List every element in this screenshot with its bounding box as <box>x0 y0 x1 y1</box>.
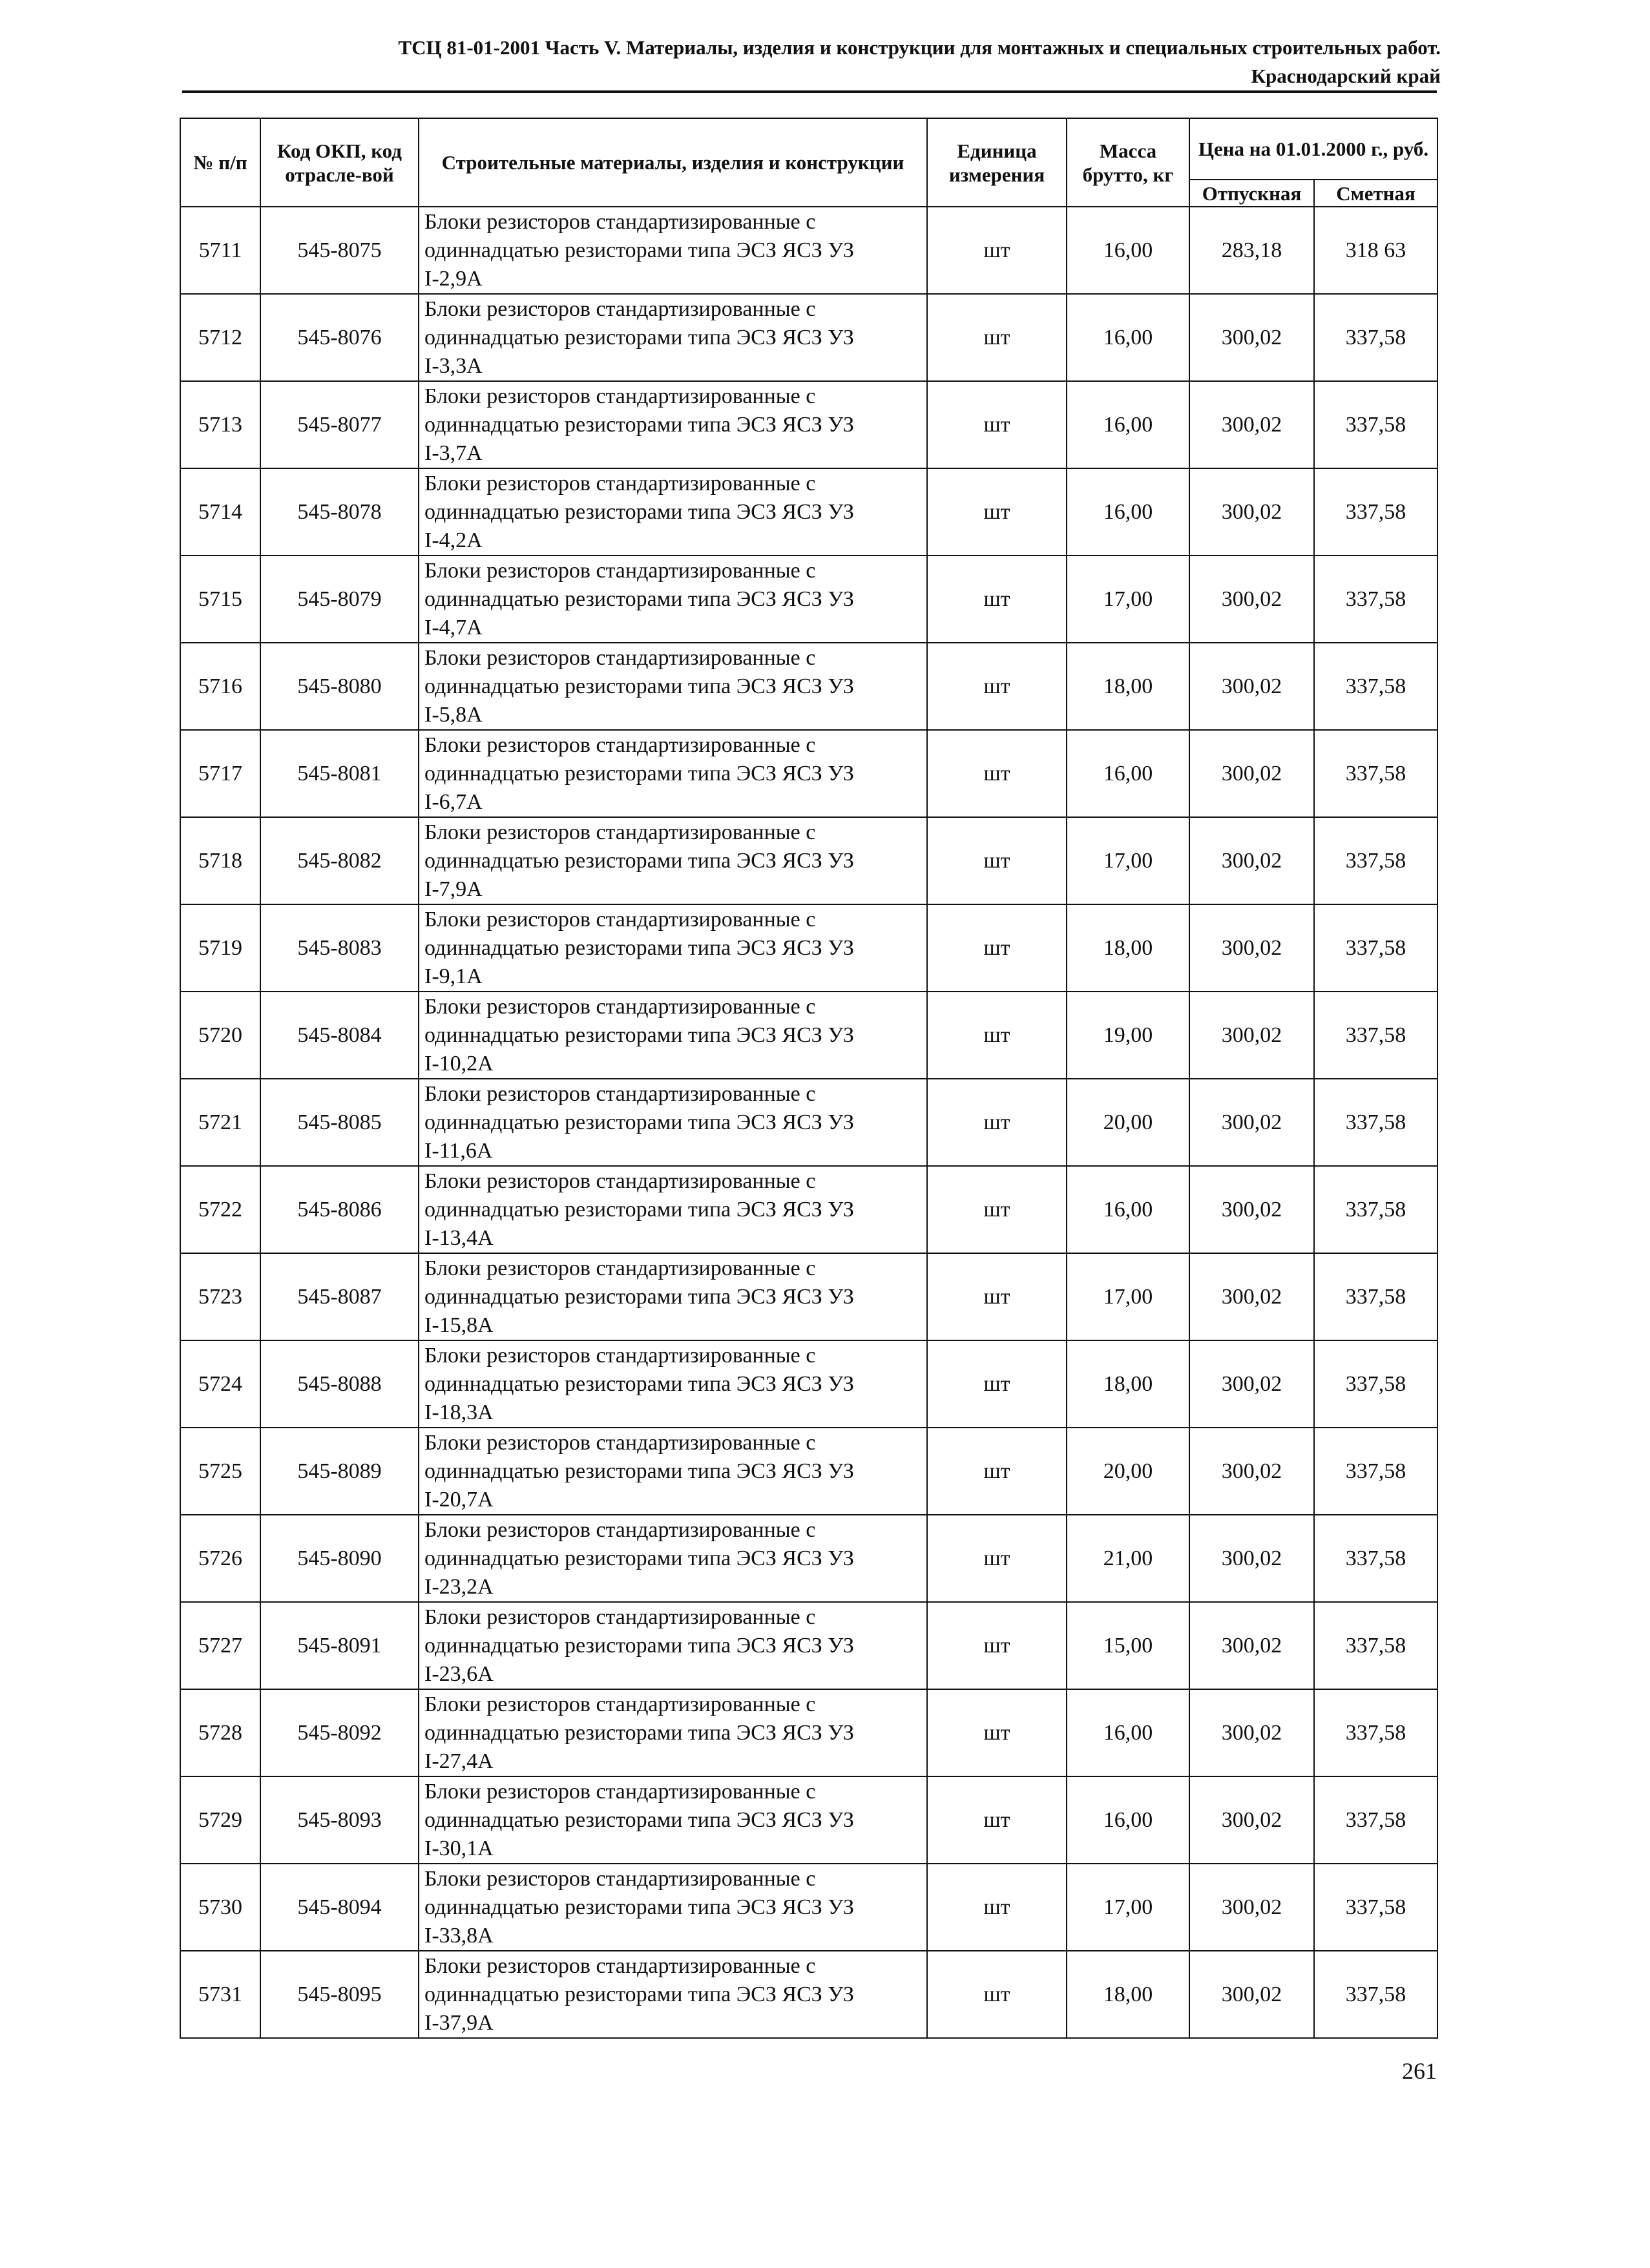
cell-num: 5719 <box>180 904 260 992</box>
cell-release-price: 300,02 <box>1189 1951 1314 2038</box>
cell-name-line: Блоки резисторов стандартизированные с <box>424 645 816 670</box>
cell-num: 5724 <box>180 1340 260 1428</box>
cell-release-price: 300,02 <box>1189 1864 1314 1951</box>
cell-unit: шт <box>927 1166 1067 1253</box>
cell-release-price: 300,02 <box>1189 643 1314 730</box>
cell-estimate-price: 337,58 <box>1314 1864 1437 1951</box>
cell-name-line: I-2,9А <box>424 266 483 291</box>
cell-name-line: I-23,2А <box>424 1574 494 1599</box>
cell-name-line: одиннадцатью резисторами типа ЭСЗ ЯСЗ УЗ <box>424 848 854 873</box>
cell-name-line: одиннадцатью резисторами типа ЭСЗ ЯСЗ УЗ <box>424 1633 854 1658</box>
cell-name <box>419 1776 927 1864</box>
cell-estimate-price: 337,58 <box>1314 817 1437 904</box>
cell-mass: 17,00 <box>1067 817 1189 904</box>
cell-estimate-price: 337,58 <box>1314 904 1437 992</box>
cell-unit: шт <box>927 1951 1067 2038</box>
cell-name-line: одиннадцатью резисторами типа ЭСЗ ЯСЗ УЗ <box>424 761 854 785</box>
price-table <box>180 118 1438 2039</box>
col-header-release-price: Отпускная <box>1189 180 1314 207</box>
table-row <box>180 1166 1437 1253</box>
table-row <box>180 904 1437 992</box>
cell-code: 545-8087 <box>260 1253 419 1340</box>
cell-name <box>419 1951 927 2038</box>
cell-name-line: Блоки резисторов стандартизированные с <box>424 1866 816 1891</box>
cell-name-line: I-23,6А <box>424 1661 494 1686</box>
cell-unit: шт <box>927 992 1067 1079</box>
cell-name-line: одиннадцатью резисторами типа ЭСЗ ЯСЗ УЗ <box>424 499 854 524</box>
col-header-mass: Масса брутто, кг <box>1067 118 1189 207</box>
cell-estimate-price: 337,58 <box>1314 556 1437 643</box>
cell-code: 545-8076 <box>260 294 419 381</box>
cell-release-price: 300,02 <box>1189 1776 1314 1864</box>
cell-name <box>419 1253 927 1340</box>
table-row <box>180 1079 1437 1166</box>
cell-name <box>419 817 927 904</box>
cell-name-line: I-20,7А <box>424 1487 494 1512</box>
cell-estimate-price: 337,58 <box>1314 1951 1437 2038</box>
cell-name-line: одиннадцатью резисторами типа ЭСЗ ЯСЗ УЗ <box>424 1895 854 1919</box>
table-row <box>180 1864 1437 1951</box>
cell-code: 545-8090 <box>260 1515 419 1602</box>
table-row <box>180 1951 1437 2038</box>
cell-name-line: I-9,1А <box>424 964 483 988</box>
cell-code: 545-8079 <box>260 556 419 643</box>
cell-name-line: I-11,6А <box>424 1138 493 1163</box>
cell-estimate-price: 337,58 <box>1314 1602 1437 1689</box>
cell-num: 5723 <box>180 1253 260 1340</box>
cell-mass: 17,00 <box>1067 1864 1189 1951</box>
cell-name-line: одиннадцатью резисторами типа ЭСЗ ЯСЗ УЗ <box>424 1284 854 1309</box>
cell-mass: 16,00 <box>1067 1166 1189 1253</box>
cell-num: 5721 <box>180 1079 260 1166</box>
cell-num: 5725 <box>180 1428 260 1515</box>
cell-code: 545-8093 <box>260 1776 419 1864</box>
table-body <box>180 207 1437 2038</box>
cell-estimate-price: 337,58 <box>1314 1776 1437 1864</box>
cell-code: 545-8084 <box>260 992 419 1079</box>
cell-release-price: 300,02 <box>1189 1166 1314 1253</box>
cell-name-line: Блоки резисторов стандартизированные с <box>424 1605 816 1629</box>
cell-mass: 17,00 <box>1067 556 1189 643</box>
cell-release-price: 300,02 <box>1189 730 1314 817</box>
table-row <box>180 294 1437 381</box>
header-rule <box>182 90 1437 93</box>
cell-unit: шт <box>927 1602 1067 1689</box>
cell-num: 5711 <box>180 207 260 294</box>
cell-code: 545-8094 <box>260 1864 419 1951</box>
cell-name-line: Блоки резисторов стандартизированные с <box>424 1256 816 1280</box>
cell-name-line: I-15,8А <box>424 1313 494 1337</box>
cell-unit: шт <box>927 817 1067 904</box>
cell-num: 5713 <box>180 381 260 468</box>
cell-unit: шт <box>927 294 1067 381</box>
cell-code: 545-8089 <box>260 1428 419 1515</box>
cell-code: 545-8082 <box>260 817 419 904</box>
table-row <box>180 817 1437 904</box>
cell-estimate-price: 337,58 <box>1314 643 1437 730</box>
cell-release-price: 300,02 <box>1189 904 1314 992</box>
cell-num: 5722 <box>180 1166 260 1253</box>
cell-num: 5714 <box>180 468 260 556</box>
cell-unit: шт <box>927 1776 1067 1864</box>
cell-mass: 15,00 <box>1067 1602 1189 1689</box>
cell-release-price: 300,02 <box>1189 1253 1314 1340</box>
cell-num: 5716 <box>180 643 260 730</box>
col-header-unit: Единица измерения <box>927 118 1067 207</box>
cell-unit: шт <box>927 381 1067 468</box>
cell-name-line: I-18,3А <box>424 1400 494 1424</box>
cell-code: 545-8088 <box>260 1340 419 1428</box>
cell-code: 545-8080 <box>260 643 419 730</box>
cell-mass: 20,00 <box>1067 1079 1189 1166</box>
cell-mass: 18,00 <box>1067 1340 1189 1428</box>
cell-unit: шт <box>927 1515 1067 1602</box>
cell-name <box>419 992 927 1079</box>
col-header-name: Строительные материалы, изделия и конструкции <box>419 118 927 207</box>
cell-name-line: I-27,4А <box>424 1749 494 1773</box>
cell-name <box>419 556 927 643</box>
table-row <box>180 556 1437 643</box>
cell-name-line: I-33,8А <box>424 1923 494 1948</box>
cell-estimate-price: 337,58 <box>1314 1340 1437 1428</box>
col-header-price: Цена на 01.01.2000 г., руб. <box>1189 118 1437 180</box>
cell-name-line: Блоки резисторов стандартизированные с <box>424 1953 816 1978</box>
cell-name-line: I-13,4А <box>424 1225 494 1250</box>
cell-code: 545-8077 <box>260 381 419 468</box>
col-header-estimate-price: Сметная <box>1314 180 1437 207</box>
cell-mass: 18,00 <box>1067 643 1189 730</box>
cell-name-line: Блоки резисторов стандартизированные с <box>424 471 816 495</box>
table-header <box>180 118 1437 207</box>
cell-release-price: 300,02 <box>1189 1340 1314 1428</box>
table-row <box>180 468 1437 556</box>
cell-num: 5726 <box>180 1515 260 1602</box>
cell-name-line: одиннадцатью резисторами типа ЭСЗ ЯСЗ УЗ <box>424 1546 854 1570</box>
cell-name-line: Блоки резисторов стандартизированные с <box>424 1081 816 1106</box>
cell-name-line: Блоки резисторов стандартизированные с <box>424 1779 816 1804</box>
cell-name-line: I-6,7А <box>424 789 483 814</box>
cell-estimate-price: 318 63 <box>1314 207 1437 294</box>
cell-name-line: Блоки резисторов стандартизированные с <box>424 297 816 321</box>
cell-name-line: одиннадцатью резисторами типа ЭСЗ ЯСЗ УЗ <box>424 1371 854 1396</box>
cell-name <box>419 1428 927 1515</box>
cell-name-line: одиннадцатью резисторами типа ЭСЗ ЯСЗ УЗ <box>424 1459 854 1483</box>
cell-estimate-price: 337,58 <box>1314 1079 1437 1166</box>
cell-name-line: одиннадцатью резисторами типа ЭСЗ ЯСЗ УЗ <box>424 1807 854 1832</box>
header-region: Краснодарский край <box>1251 65 1441 87</box>
cell-release-price: 300,02 <box>1189 1602 1314 1689</box>
cell-unit: шт <box>927 1428 1067 1515</box>
cell-name-line: I-10,2А <box>424 1051 494 1076</box>
cell-mass: 20,00 <box>1067 1428 1189 1515</box>
cell-name-line: одиннадцатью резисторами типа ЭСЗ ЯСЗ УЗ <box>424 1110 854 1134</box>
cell-release-price: 300,02 <box>1189 468 1314 556</box>
page-header <box>174 34 1441 90</box>
cell-name-line: Блоки резисторов стандартизированные с <box>424 1169 816 1193</box>
table-row <box>180 1515 1437 1602</box>
table-row <box>180 643 1437 730</box>
table-row <box>180 730 1437 817</box>
cell-name <box>419 1515 927 1602</box>
cell-name-line: Блоки резисторов стандартизированные с <box>424 384 816 408</box>
cell-mass: 18,00 <box>1067 904 1189 992</box>
cell-estimate-price: 337,58 <box>1314 1166 1437 1253</box>
cell-name-line: Блоки резисторов стандартизированные с <box>424 907 816 931</box>
cell-name-line: Блоки резисторов стандартизированные с <box>424 1430 816 1455</box>
table-row <box>180 381 1437 468</box>
cell-name-line: одиннадцатью резисторами типа ЭСЗ ЯСЗ УЗ <box>424 674 854 698</box>
cell-estimate-price: 337,58 <box>1314 468 1437 556</box>
cell-name-line: одиннадцатью резисторами типа ЭСЗ ЯСЗ УЗ <box>424 238 854 262</box>
cell-estimate-price: 337,58 <box>1314 1253 1437 1340</box>
cell-release-price: 300,02 <box>1189 1428 1314 1515</box>
cell-name-line: Блоки резисторов стандартизированные с <box>424 1343 816 1368</box>
cell-unit: шт <box>927 556 1067 643</box>
cell-code: 545-8095 <box>260 1951 419 2038</box>
cell-mass: 21,00 <box>1067 1515 1189 1602</box>
cell-unit: шт <box>927 207 1067 294</box>
cell-name <box>419 643 927 730</box>
cell-mass: 16,00 <box>1067 294 1189 381</box>
cell-num: 5729 <box>180 1776 260 1864</box>
cell-name <box>419 1079 927 1166</box>
cell-code: 545-8091 <box>260 1602 419 1689</box>
cell-name <box>419 1166 927 1253</box>
page-number: 261 <box>1402 2058 1437 2084</box>
table-row <box>180 1776 1437 1864</box>
cell-estimate-price: 337,58 <box>1314 992 1437 1079</box>
cell-name-line: Блоки резисторов стандартизированные с <box>424 1692 816 1716</box>
cell-name <box>419 730 927 817</box>
cell-num: 5715 <box>180 556 260 643</box>
cell-release-price: 300,02 <box>1189 1079 1314 1166</box>
cell-mass: 19,00 <box>1067 992 1189 1079</box>
cell-code: 545-8092 <box>260 1689 419 1776</box>
cell-mass: 16,00 <box>1067 381 1189 468</box>
cell-mass: 16,00 <box>1067 730 1189 817</box>
cell-unit: шт <box>927 904 1067 992</box>
cell-name-line: Блоки резисторов стандартизированные с <box>424 558 816 583</box>
col-header-code: Код ОКП, код отрасле-вой <box>260 118 419 207</box>
cell-name-line: I-4,7А <box>424 615 483 640</box>
cell-release-price: 283,18 <box>1189 207 1314 294</box>
cell-name-line: Блоки резисторов стандартизированные с <box>424 209 816 234</box>
cell-release-price: 300,02 <box>1189 817 1314 904</box>
cell-name-line: одиннадцатью резисторами типа ЭСЗ ЯСЗ УЗ <box>424 1720 854 1745</box>
cell-name-line: одиннадцатью резисторами типа ЭСЗ ЯСЗ УЗ <box>424 1982 854 2006</box>
cell-num: 5731 <box>180 1951 260 2038</box>
cell-mass: 16,00 <box>1067 468 1189 556</box>
cell-unit: шт <box>927 1864 1067 1951</box>
cell-estimate-price: 337,58 <box>1314 381 1437 468</box>
cell-name-line: одиннадцатью резисторами типа ЭСЗ ЯСЗ УЗ <box>424 935 854 960</box>
cell-unit: шт <box>927 468 1067 556</box>
table-row <box>180 1340 1437 1428</box>
col-header-num: № п/п <box>180 118 260 207</box>
table-row <box>180 1428 1437 1515</box>
cell-mass: 16,00 <box>1067 207 1189 294</box>
cell-estimate-price: 337,58 <box>1314 1515 1437 1602</box>
cell-unit: шт <box>927 1340 1067 1428</box>
cell-num: 5730 <box>180 1864 260 1951</box>
cell-name-line: Блоки резисторов стандартизированные с <box>424 820 816 844</box>
cell-num: 5717 <box>180 730 260 817</box>
cell-num: 5712 <box>180 294 260 381</box>
cell-release-price: 300,02 <box>1189 294 1314 381</box>
cell-code: 545-8085 <box>260 1079 419 1166</box>
cell-release-price: 300,02 <box>1189 1689 1314 1776</box>
cell-estimate-price: 337,58 <box>1314 1689 1437 1776</box>
cell-num: 5728 <box>180 1689 260 1776</box>
cell-name-line: одиннадцатью резисторами типа ЭСЗ ЯСЗ УЗ <box>424 587 854 611</box>
cell-num: 5727 <box>180 1602 260 1689</box>
cell-name <box>419 468 927 556</box>
cell-name <box>419 381 927 468</box>
cell-code: 545-8078 <box>260 468 419 556</box>
cell-name-line: одиннадцатью резисторами типа ЭСЗ ЯСЗ УЗ <box>424 1197 854 1222</box>
cell-code: 545-8075 <box>260 207 419 294</box>
cell-code: 545-8081 <box>260 730 419 817</box>
cell-name <box>419 1864 927 1951</box>
cell-unit: шт <box>927 643 1067 730</box>
cell-name-line: I-37,9А <box>424 2010 494 2035</box>
cell-name-line: I-7,9А <box>424 877 483 901</box>
cell-release-price: 300,02 <box>1189 381 1314 468</box>
cell-code: 545-8086 <box>260 1166 419 1253</box>
cell-mass: 18,00 <box>1067 1951 1189 2038</box>
cell-mass: 17,00 <box>1067 1253 1189 1340</box>
cell-name-line: I-30,1А <box>424 1836 494 1860</box>
table-row <box>180 1602 1437 1689</box>
cell-unit: шт <box>927 1253 1067 1340</box>
cell-name-line: одиннадцатью резисторами типа ЭСЗ ЯСЗ УЗ <box>424 1023 854 1047</box>
cell-name-line: Блоки резисторов стандартизированные с <box>424 1517 816 1542</box>
cell-unit: шт <box>927 1689 1067 1776</box>
cell-release-price: 300,02 <box>1189 556 1314 643</box>
table-row <box>180 992 1437 1079</box>
cell-name-line: одиннадцатью резисторами типа ЭСЗ ЯСЗ УЗ <box>424 325 854 349</box>
cell-name-line: I-3,7А <box>424 441 483 465</box>
cell-name <box>419 904 927 992</box>
cell-estimate-price: 337,58 <box>1314 730 1437 817</box>
table-row <box>180 207 1437 294</box>
cell-name <box>419 294 927 381</box>
table-row <box>180 1253 1437 1340</box>
cell-name-line: Блоки резисторов стандартизированные с <box>424 733 816 757</box>
cell-name-line: одиннадцатью резисторами типа ЭСЗ ЯСЗ УЗ <box>424 412 854 437</box>
cell-name-line: Блоки резисторов стандартизированные с <box>424 994 816 1019</box>
cell-num: 5720 <box>180 992 260 1079</box>
cell-name <box>419 1689 927 1776</box>
cell-name-line: I-3,3А <box>424 353 483 378</box>
cell-name-line: I-4,2А <box>424 528 483 552</box>
header-title: ТСЦ 81-01-2001 Часть V. Материалы, изделия и конструкции для монтажных и специальных строительных работ. <box>398 36 1441 59</box>
cell-unit: шт <box>927 730 1067 817</box>
cell-estimate-price: 337,58 <box>1314 1428 1437 1515</box>
cell-code: 545-8083 <box>260 904 419 992</box>
cell-name <box>419 207 927 294</box>
table-row <box>180 1689 1437 1776</box>
cell-release-price: 300,02 <box>1189 1515 1314 1602</box>
cell-estimate-price: 337,58 <box>1314 294 1437 381</box>
cell-num: 5718 <box>180 817 260 904</box>
cell-mass: 16,00 <box>1067 1689 1189 1776</box>
cell-name <box>419 1340 927 1428</box>
cell-name <box>419 1602 927 1689</box>
cell-name-line: I-5,8А <box>424 702 483 727</box>
cell-unit: шт <box>927 1079 1067 1166</box>
cell-release-price: 300,02 <box>1189 992 1314 1079</box>
cell-mass: 16,00 <box>1067 1776 1189 1864</box>
